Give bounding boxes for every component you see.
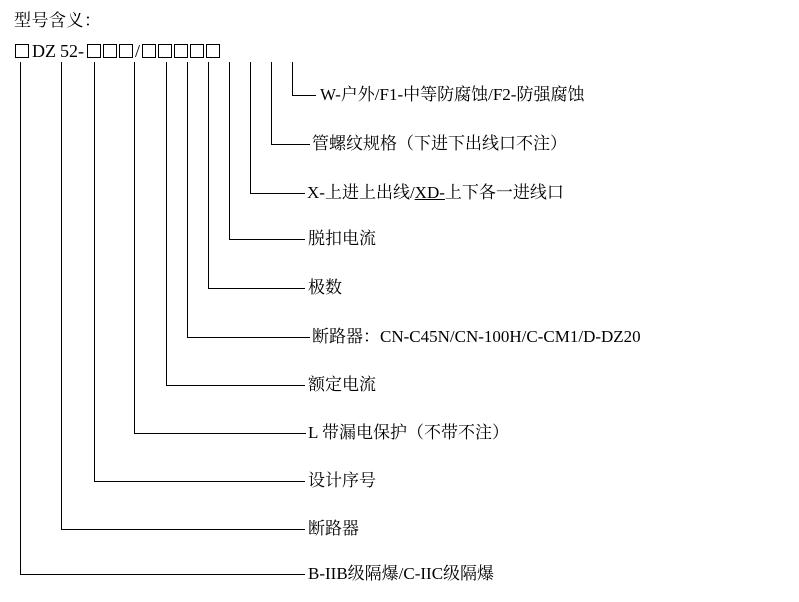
annotation-pole-number: 极数 [308,278,342,297]
code-text-slash: / [135,40,141,61]
leader-vline-explosion-proof-grade [20,62,21,574]
annotation-outdoor-corrosion: W-户外/F1-中等防腐蚀/F2-防强腐蚀 [320,85,585,104]
annotation-inlet-outlet [307,184,564,202]
code-box-pole-number [158,44,172,58]
annotation-thread-spec: 管螺纹规格（下进下出线口不注） [312,134,567,153]
leader-vline-thread-spec [271,62,272,144]
leader-vline-breaker-type [187,62,188,337]
code-box-explosion-proof [15,44,29,58]
page-title: 型号含义： [14,11,102,30]
leader-hline-leakage-protection [134,433,306,434]
leader-vline-design-serial [94,62,95,481]
annotation-inlet-outlet-post: 上下各一进线口 [444,183,564,202]
annotation-rated-current: 额定电流 [308,375,376,394]
code-box-leakage [103,44,117,58]
leader-hline-breaker-type [187,337,310,338]
leader-hline-pole-number [208,288,305,289]
annotation-leakage-protection: L 带漏电保护（不带不注） [308,423,510,442]
leader-vline-leakage-protection [134,62,135,433]
leader-vline-pole-number [208,62,209,288]
code-box-breaker-type [142,44,156,58]
leader-vline-trip-current [229,62,230,239]
annotation-inlet-outlet-underlined: XD- [414,183,445,202]
code-text-52: 52- [60,41,84,61]
code-box-design-serial [87,44,101,58]
annotation-explosion-proof-grade: B-IIB级隔爆/C-IIC级隔爆 [308,564,495,583]
annotation-inlet-outlet-pre: X-上进上出线/ [307,183,415,202]
leader-hline-design-serial [94,481,305,482]
leader-hline-breaker [61,529,305,530]
annotation-breaker-type: 断路器：CN-C45N/CN-100H/C-CM1/D-DZ20 [312,327,641,346]
leader-hline-trip-current [229,239,305,240]
annotation-trip-current: 脱扣电流 [308,229,376,248]
code-box-trip-current [174,44,188,58]
leader-hline-explosion-proof-grade [20,574,305,575]
code-box-rated-current [119,44,133,58]
leader-vline-breaker [61,62,62,529]
annotation-design-serial: 设计序号 [308,471,376,490]
code-box-thread-spec [206,44,220,58]
leader-vline-outdoor-corrosion [292,62,293,95]
annotation-breaker: 断路器 [308,519,359,538]
model-code-row [14,38,221,64]
leader-hline-outdoor-corrosion [292,95,316,96]
leader-hline-rated-current [166,385,305,386]
leader-vline-rated-current [166,62,167,385]
leader-vline-inlet-outlet [250,62,251,193]
leader-hline-inlet-outlet [250,193,305,194]
code-text-dz: DZ [32,41,56,61]
code-box-inlet-outlet [190,44,204,58]
leader-hline-thread-spec [271,144,310,145]
